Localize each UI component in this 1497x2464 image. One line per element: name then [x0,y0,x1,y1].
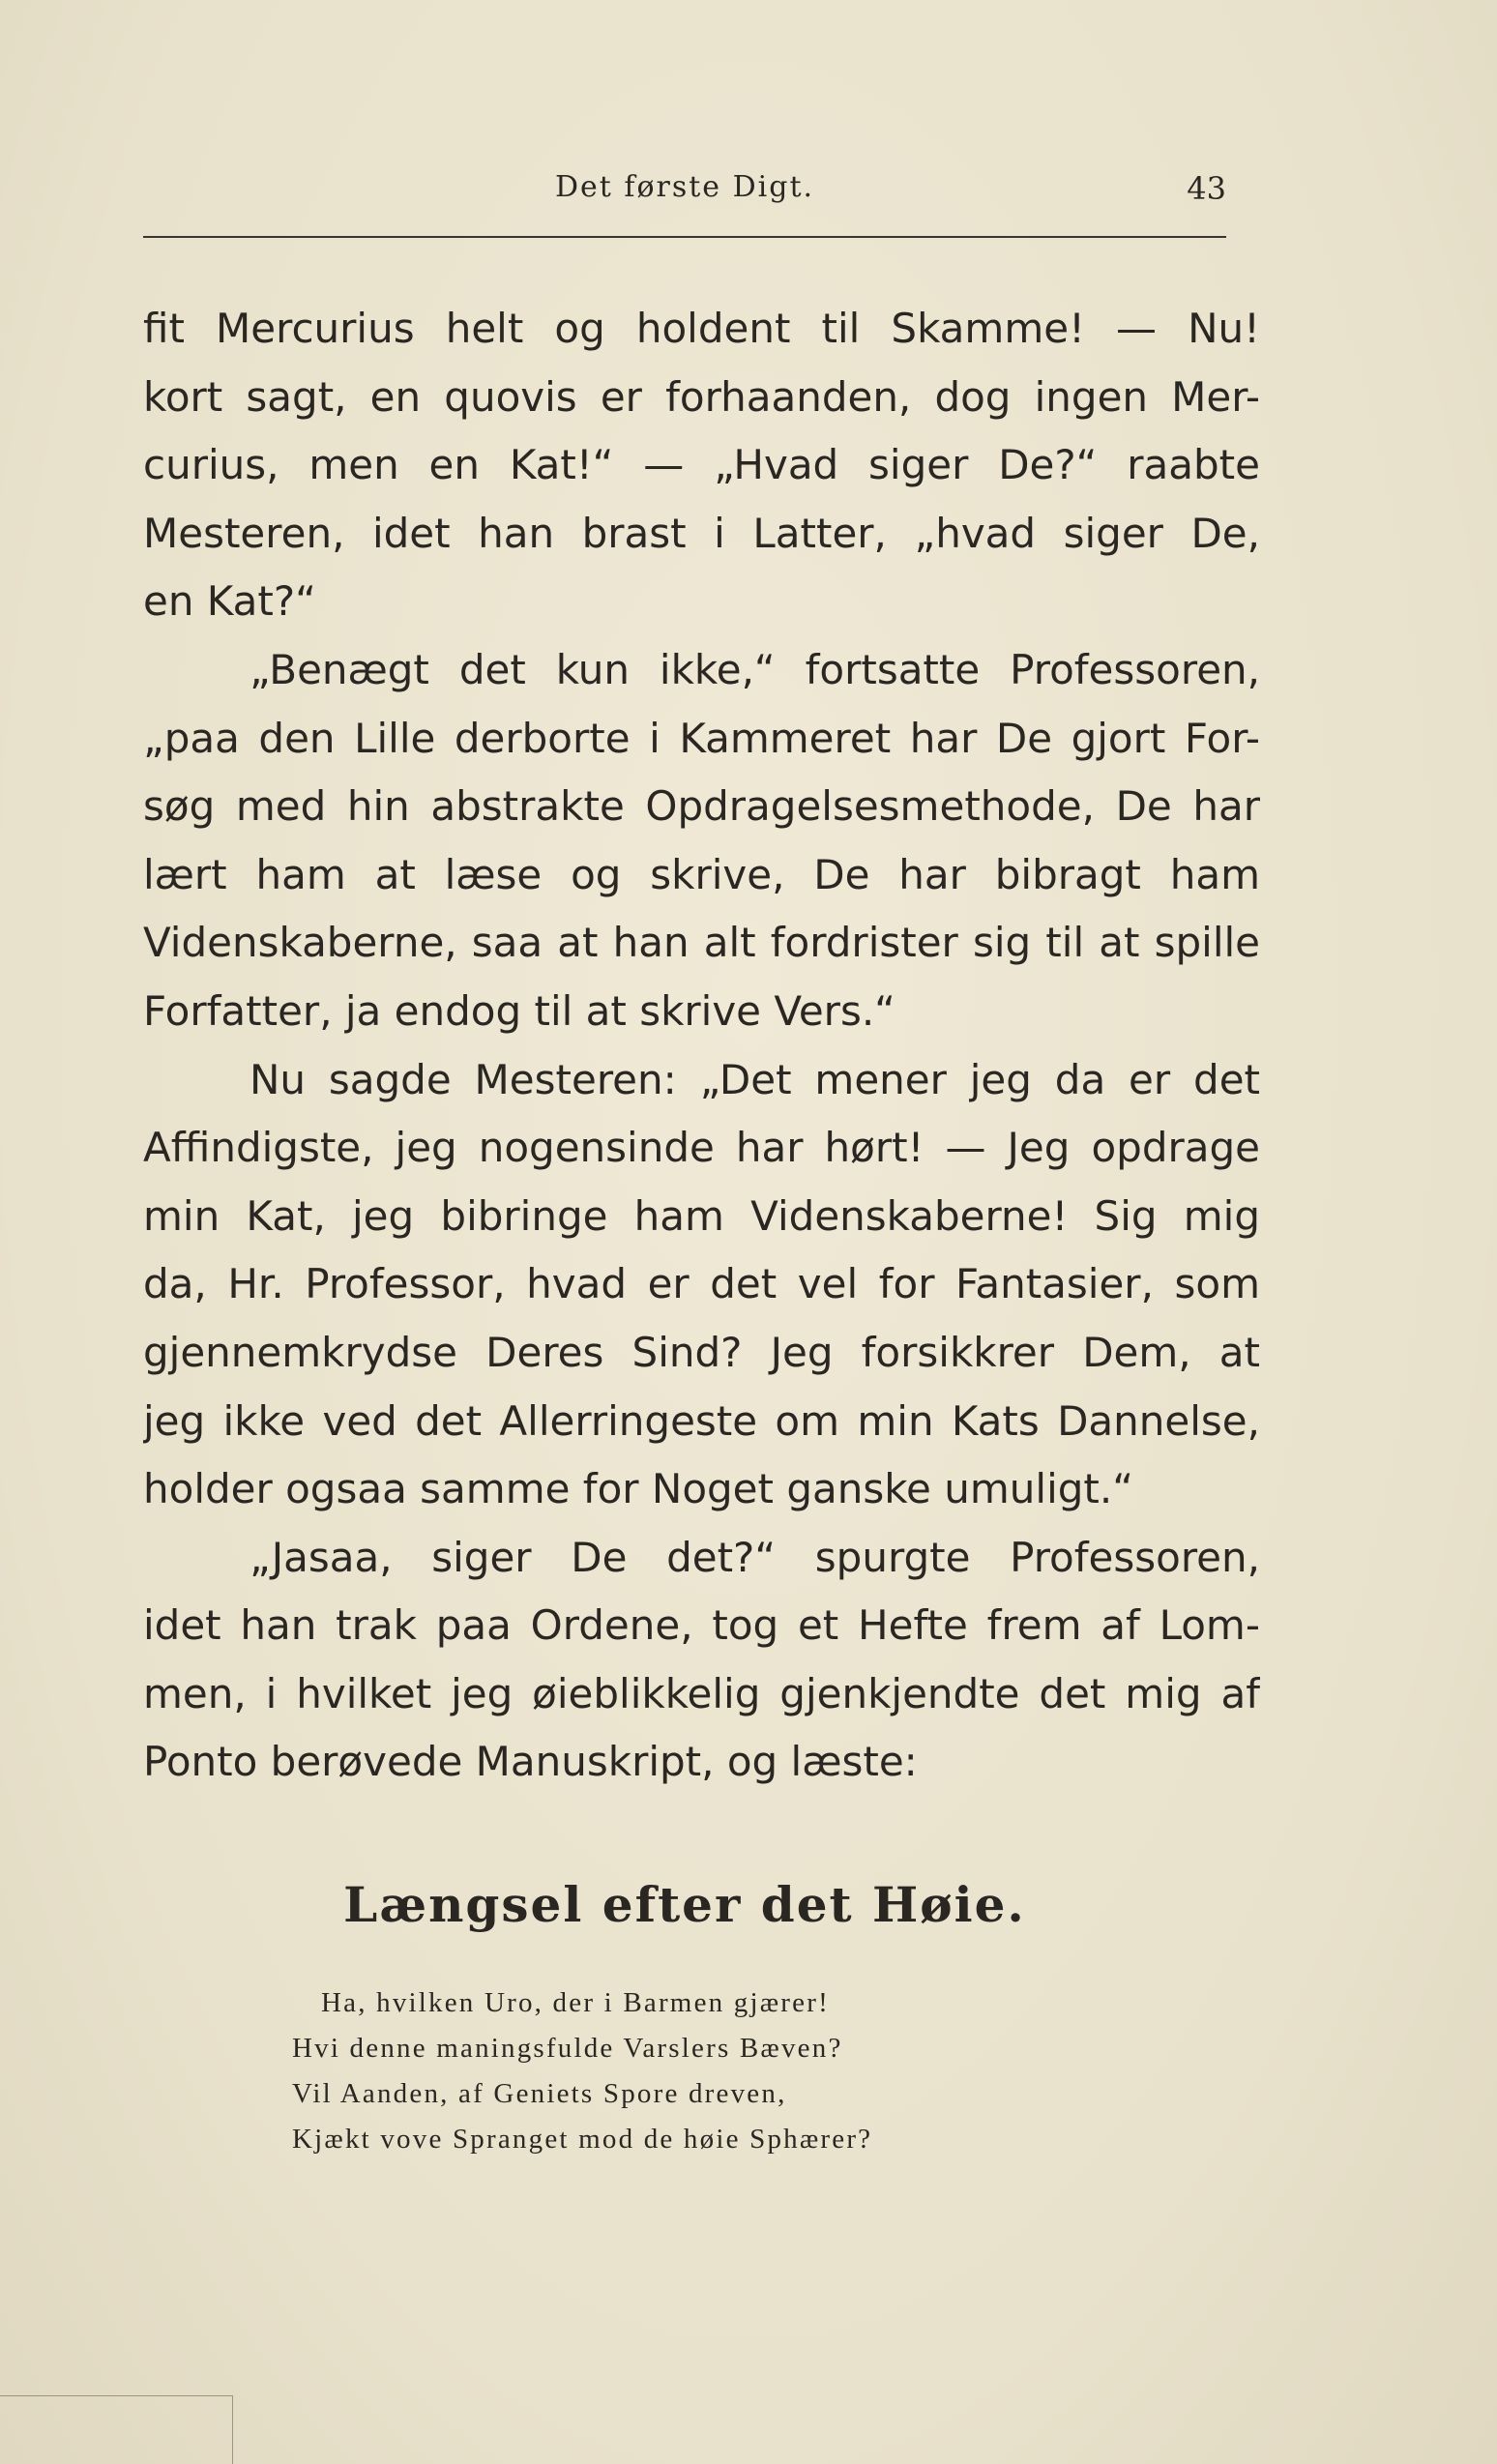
text-line: jeg ikke ved det Allerringeste om min Kats Dannelse, [143,1396,1260,1445]
poem-stanza [292,1980,1162,2162]
text-line: Mesteren, idet han brast i Latter, „hvad siger De, [143,509,1260,557]
poem-verse: Kjækt vove Spranget mod de høie Sphærer? [292,2124,873,2155]
running-head [143,170,1226,219]
text-line: min Kat, jeg bibringe ham Videnskaberne! Sig mig [143,1191,1260,1240]
text-line: da, Hr. Professor, hvad er det vel for Fantasier, som [143,1260,1260,1308]
text-line: fit Mercurius helt og holdent til Skamme! — Nu! [143,305,1260,352]
text-line: søg med hin abstrakte Opdragelsesmethode, De har [143,782,1260,831]
running-title: Det første Digt. [554,170,815,204]
text-line: curius, men en Kat!“ — „Hvad siger De?“ raabte [143,441,1260,489]
poem-title: Længsel efter det Høie. [343,1876,1026,1933]
text-line: gjennemkrydse Deres Sind? Jeg forsikkrer Dem, at [143,1328,1260,1376]
header-rule [143,236,1226,238]
text-line: Ponto berøvede Manuskript, og læste: [143,1738,918,1786]
text-line: holder ogsaa samme for Noget ganske umuligt.“ [143,1465,1133,1513]
poem-verse: Vil Aanden, af Geniets Spore dreven, [292,2078,787,2109]
poem-verse: Ha, hvilken Uro, der i Barmen gjærer! [321,1987,830,2018]
text-line: lært ham at læse og skrive, De har bibragt ham [143,850,1260,898]
text-line: kort sagt, en quovis er forhaanden, dog ingen Mer- [143,372,1260,421]
page-number: 43 [1187,170,1226,207]
poem-verse: Hvi denne maningsfulde Varslers Bæven? [292,2033,843,2064]
text-line: en Kat?“ [143,577,316,626]
text-line: Nu sagde Mesteren: „Det mener jeg da er det [250,1055,1260,1103]
scan-edge-mark [0,2395,233,2464]
text-line: Forfatter, ja endog til at skrive Vers.“ [143,986,895,1035]
text-line: „Jasaa, siger De det?“ spurgte Professoren, [250,1533,1260,1581]
text-line: men, i hvilket jeg øieblikkelig gjenkjendte det mig af [143,1669,1260,1717]
text-line: Affindigste, jeg nogensinde har hørt! — Jeg opdrage [143,1124,1260,1172]
text-line: „Benægt det kun ikke,“ fortsatte Professoren, [250,645,1260,693]
body-text [143,295,1260,1797]
text-line: idet han trak paa Ordene, tog et Hefte frem af Lom- [143,1601,1260,1650]
text-line: Videnskaberne, saa at han alt fordrister sig til at spille [143,919,1260,967]
text-line: „paa den Lille derborte i Kammeret har De gjort For- [143,714,1260,762]
